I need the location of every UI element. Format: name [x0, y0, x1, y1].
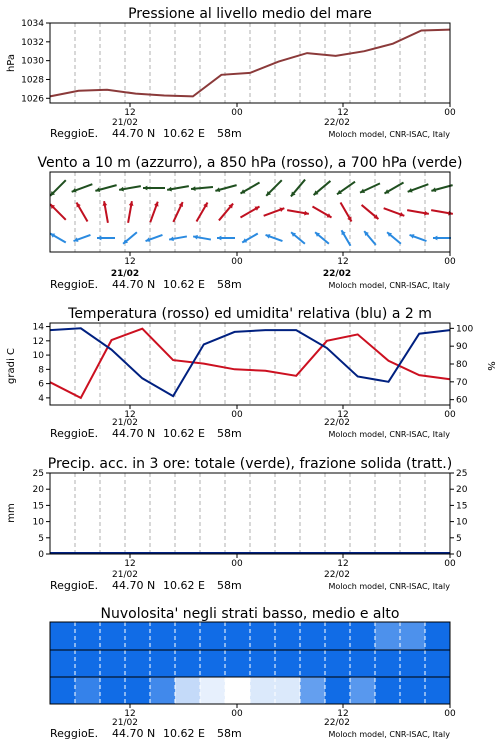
cloud-cell — [425, 650, 451, 677]
x-tick-label: 00 — [444, 410, 456, 420]
station-lon: 10.62 E — [163, 278, 205, 291]
cloud-info — [50, 727, 450, 740]
wind-arrow-head — [433, 236, 437, 241]
y-tick-label: 5 — [456, 533, 462, 544]
pressure-title: Pressione al livello medio del mare — [128, 6, 372, 22]
pressure-xticks — [124, 103, 456, 118]
y-tick-label: 15 — [32, 501, 44, 512]
model-credit: Moloch model, CNR-ISAC, Italy — [328, 582, 450, 591]
cloud-cell — [250, 622, 276, 650]
station-alt: 58m — [217, 579, 242, 592]
y-tick-label: 25 — [32, 469, 44, 479]
precip-date-1: 21/02 — [112, 570, 138, 580]
y-tick-label: 90 — [456, 342, 468, 353]
y-tick-label: 1032 — [21, 37, 44, 48]
x-tick-label: 12 — [124, 108, 136, 118]
station-lon: 10.62 E — [163, 427, 205, 440]
cloud-cell — [425, 677, 451, 704]
cloud-cell — [125, 650, 151, 677]
cloud-cell — [250, 650, 276, 677]
temperature-frame — [50, 323, 450, 405]
cloud-cell — [375, 677, 401, 704]
cloud-cell — [50, 677, 76, 704]
wind-arrow-head — [97, 236, 101, 241]
station-lon: 10.62 E — [163, 727, 205, 740]
model-credit: Moloch model, CNR-ISAC, Italy — [328, 281, 450, 290]
pressure-date-2: 22/02 — [324, 118, 350, 128]
cloud-cell — [150, 650, 176, 677]
cloud-cell — [100, 650, 126, 677]
y-tick-label: 25 — [456, 469, 468, 479]
wind-xticks — [124, 252, 456, 267]
y-tick-label: 14 — [32, 322, 44, 333]
wind-title: Vento a 10 m (azzurro), a 850 hPa (rosso), a 700 hPa (verde) — [37, 155, 463, 171]
cloud-cell — [400, 622, 426, 650]
pressure-yticks — [21, 19, 50, 104]
cloud-cell — [275, 650, 301, 677]
temperature-title: Temperatura (rosso) ed umidita' relativa (blu) a 2 m — [68, 306, 432, 322]
cloud-cell — [400, 677, 426, 704]
x-tick-label: 12 — [124, 257, 136, 267]
cloud-date-1: 21/02 — [112, 718, 138, 728]
temperature-ylabel: gradi C — [6, 348, 17, 384]
cloud-cell — [325, 677, 351, 704]
station-name: ReggioE. — [50, 427, 99, 440]
station-alt: 58m — [217, 427, 242, 440]
model-credit: Moloch model, CNR-ISAC, Italy — [328, 730, 450, 739]
precip-yticks-right — [450, 469, 468, 560]
y-tick-label: 1034 — [21, 19, 44, 29]
y-tick-label: 70 — [456, 377, 468, 388]
cloud-cell — [225, 650, 251, 677]
y-tick-label: 0 — [38, 550, 44, 560]
cloud-cell — [150, 677, 176, 704]
cloud-cell — [300, 622, 326, 650]
model-credit: Moloch model, CNR-ISAC, Italy — [328, 130, 450, 139]
cloud-title: Nuvolosita' negli strati basso, medio e alto — [100, 606, 400, 622]
cloud-cell — [175, 677, 201, 704]
cloud-cell — [375, 650, 401, 677]
cloud-cell — [125, 622, 151, 650]
station-lon: 10.62 E — [163, 579, 205, 592]
pressure-panel — [6, 6, 456, 140]
cloud-cell — [200, 650, 226, 677]
y-tick-label: 1028 — [21, 75, 44, 86]
cloud-cell — [225, 622, 251, 650]
wind-panel — [37, 155, 462, 291]
pressure-ylabel: hPa — [6, 53, 17, 73]
cloud-cell — [150, 622, 176, 650]
cloud-cell — [350, 622, 376, 650]
cloud-cell — [75, 650, 101, 677]
cloud-panel — [50, 606, 456, 740]
wind-arrow-head — [191, 186, 196, 191]
y-tick-label: 1026 — [21, 94, 44, 105]
station-alt: 58m — [217, 127, 242, 140]
x-tick-label: 00 — [444, 559, 456, 569]
temperature-panel — [6, 306, 496, 440]
x-tick-label: 00 — [444, 257, 456, 267]
station-lat: 44.70 N — [112, 579, 156, 592]
cloud-cell — [50, 622, 76, 650]
station-lat: 44.70 N — [112, 127, 156, 140]
cloud-cell — [400, 650, 426, 677]
cloud-cell — [200, 677, 226, 704]
y-tick-label: 60 — [456, 395, 468, 406]
wind-arrow-head — [143, 186, 147, 191]
x-tick-label: 00 — [444, 709, 456, 719]
cloud-cell — [200, 622, 226, 650]
precip-xticks — [124, 554, 456, 569]
x-tick-label: 12 — [337, 257, 349, 267]
y-tick-label: 12 — [32, 336, 44, 347]
cloud-cells — [50, 622, 451, 704]
station-name: ReggioE. — [50, 127, 99, 140]
cloud-cell — [75, 622, 101, 650]
cloud-cell — [225, 677, 251, 704]
y-tick-label: 0 — [456, 550, 462, 560]
humidity-ylabel: % — [485, 361, 496, 371]
y-tick-label: 8 — [38, 365, 44, 376]
wind-date-2: 22/02 — [322, 269, 352, 279]
pressure-info — [50, 127, 450, 140]
cloud-cell — [325, 622, 351, 650]
cloud-xticks — [124, 704, 456, 719]
cloud-cell — [100, 677, 126, 704]
x-tick-label: 12 — [337, 709, 349, 719]
station-alt: 58m — [217, 727, 242, 740]
wind-info — [50, 278, 450, 291]
cloud-cell — [425, 622, 451, 650]
cloud-cell — [175, 650, 201, 677]
x-tick-label: 00 — [444, 108, 456, 118]
cloud-cell — [300, 677, 326, 704]
y-tick-label: 5 — [38, 533, 44, 544]
cloud-cell — [125, 677, 151, 704]
cloud-cell — [375, 622, 401, 650]
temperature-yticks — [33, 323, 50, 404]
y-tick-label: 6 — [38, 379, 44, 390]
model-credit: Moloch model, CNR-ISAC, Italy — [328, 430, 450, 439]
x-tick-label: 00 — [231, 709, 243, 719]
y-tick-label: 80 — [456, 360, 468, 370]
x-tick-label: 12 — [337, 410, 349, 420]
y-tick-label: 4 — [38, 393, 44, 404]
wind-date-1: 21/02 — [110, 269, 140, 279]
y-tick-label: 10 — [32, 351, 44, 362]
precip-panel — [6, 456, 468, 592]
precip-frame — [50, 473, 450, 554]
x-tick-label: 12 — [124, 709, 136, 719]
cloud-cell — [300, 650, 326, 677]
pressure-grid — [75, 23, 425, 103]
temperature-date-2: 22/02 — [324, 418, 350, 428]
cloud-cell — [175, 622, 201, 650]
x-tick-label: 00 — [231, 410, 243, 420]
x-tick-label: 12 — [337, 559, 349, 569]
x-tick-label: 12 — [337, 108, 349, 118]
station-alt: 58m — [217, 278, 242, 291]
wind-arrow-head — [217, 236, 221, 241]
x-tick-label: 00 — [231, 108, 243, 118]
precip-yticks — [33, 469, 50, 560]
cloud-date-2: 22/02 — [324, 718, 350, 728]
temperature-date-1: 21/02 — [112, 418, 138, 428]
cloud-cell — [100, 622, 126, 650]
cloud-cell — [250, 677, 276, 704]
precip-grid — [75, 473, 425, 554]
cloud-cell — [50, 650, 76, 677]
cloud-cell — [275, 622, 301, 650]
cloud-cell — [275, 677, 301, 704]
wind-arrows — [50, 180, 453, 246]
y-tick-label: 20 — [456, 485, 468, 496]
y-tick-label: 20 — [32, 485, 44, 496]
x-tick-label: 00 — [231, 257, 243, 267]
temperature-info — [50, 427, 450, 440]
x-tick-label: 12 — [124, 559, 136, 569]
station-lat: 44.70 N — [112, 278, 156, 291]
x-tick-label: 12 — [124, 410, 136, 420]
cloud-cell — [350, 650, 376, 677]
station-lat: 44.70 N — [112, 727, 156, 740]
precip-title: Precip. acc. in 3 ore: totale (verde), frazione solida (tratt.) — [47, 456, 453, 472]
cloud-cell — [75, 677, 101, 704]
precip-info — [50, 579, 450, 592]
station-lon: 10.62 E — [163, 127, 205, 140]
y-tick-label: 10 — [32, 517, 44, 528]
y-tick-label: 10 — [456, 517, 468, 528]
y-tick-label: 15 — [456, 501, 468, 512]
y-tick-label: 100 — [456, 324, 474, 335]
station-name: ReggioE. — [50, 278, 99, 291]
cloud-cell — [325, 650, 351, 677]
y-tick-label: 1030 — [21, 56, 44, 67]
precip-date-2: 22/02 — [324, 570, 350, 580]
cloud-cell — [350, 677, 376, 704]
x-tick-label: 00 — [231, 559, 243, 569]
precip-ylabel: mm — [6, 503, 17, 523]
station-lat: 44.70 N — [112, 427, 156, 440]
temperature-xticks — [124, 405, 456, 420]
station-name: ReggioE. — [50, 727, 99, 740]
pressure-date-1: 21/02 — [112, 118, 138, 128]
humidity-yticks — [450, 324, 473, 405]
station-name: ReggioE. — [50, 579, 99, 592]
